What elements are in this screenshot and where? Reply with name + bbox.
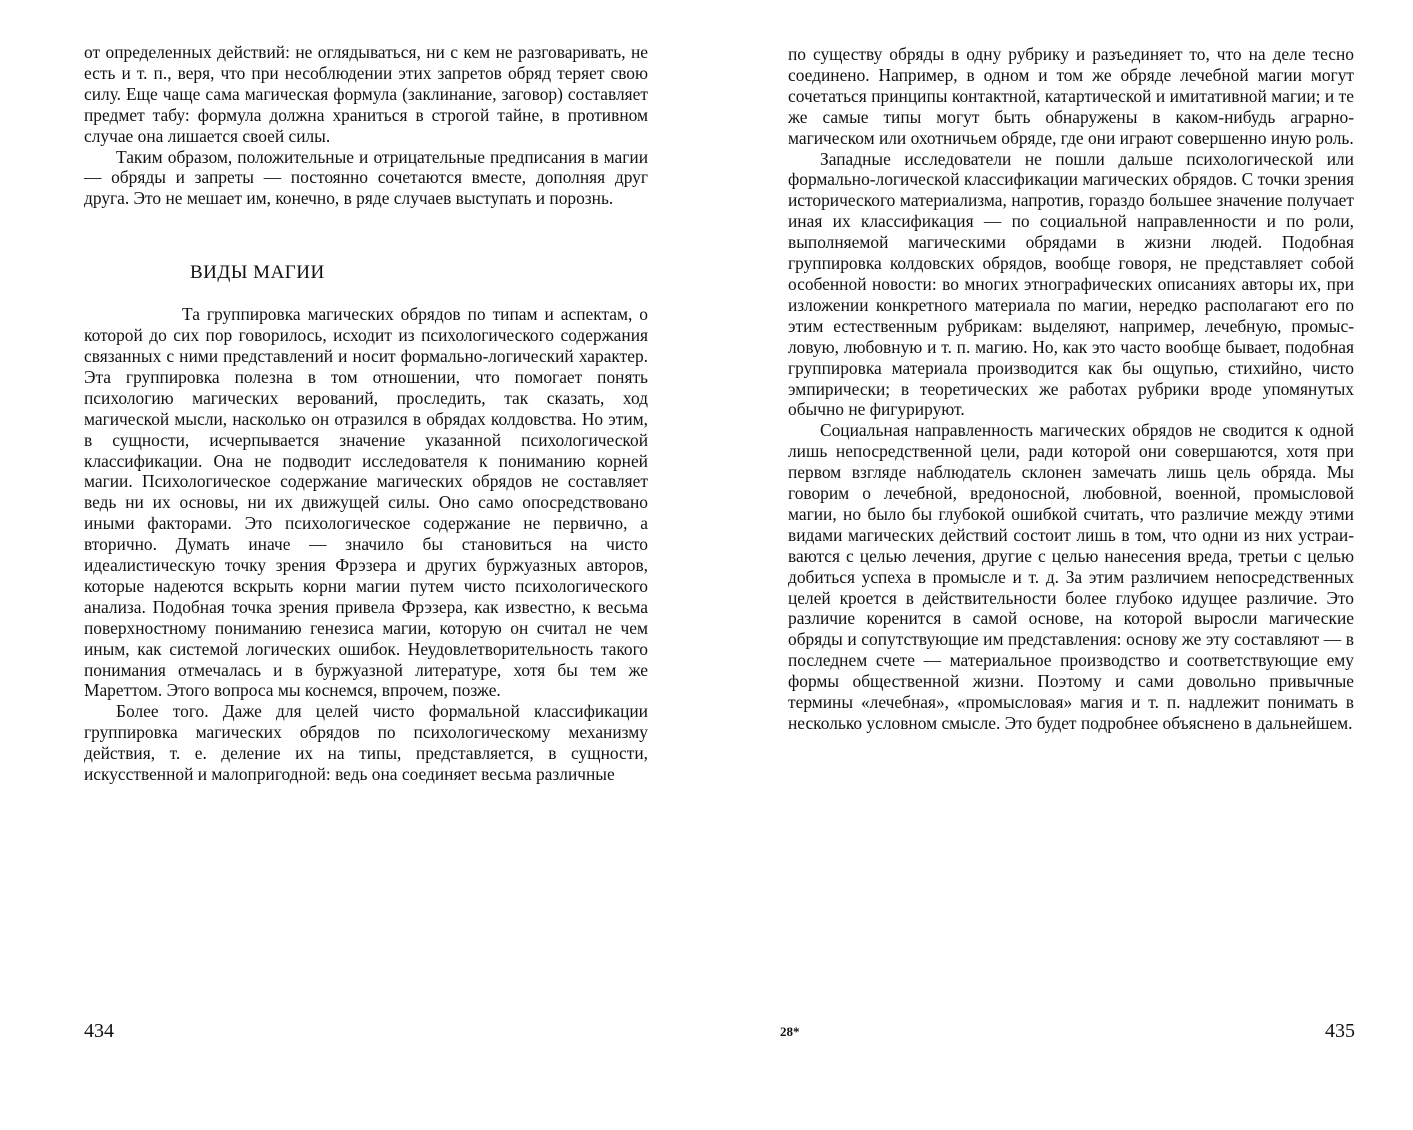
right-page	[706, 0, 1413, 1130]
paragraph: по существу обряды в одну рубрику и разъединяет то, что на деле тесно соединено. Например, в одном и том же обряде лечебной магии могут сочетаться принципы контактной, катартической и имитативной магии; и те же самые типы могут быть обнаружены в каком-нибудь аграрно-магическом или охотничьем обряде, где они играют совершенно иную роль.	[788, 44, 1354, 148]
section-heading: ВИДЫ МАГИИ	[190, 262, 325, 284]
left-page-text	[84, 42, 648, 785]
paragraph: Западные исследователи не пошли дальше психологической или формально-логической классификации магических обрядов. С точки зрения исторического материализма, напротив, гораздо большее значение получает иная их классификация — по социальной направленности и по роли, выполняемой магическими обрядами в жизни людей. Подобная группировка колдовских обрядов, вообще говоря, не представляет собой особенной новости: во многих этнографических описаниях авторы их, при изложении конкретного материала по магии, нередко располагают его по этим естественным рубрикам: выделяют, например, лечебную, промысловую, любовную и т. п. магию. Но, как это часто вообще бывает, подобная группировка материала производится как бы ощупью, стихийно, чисто эмпирически; в теоретических же работах рубрики вроде упомянутых обычно не фигурируют.	[788, 148, 1354, 420]
left-page	[0, 0, 706, 1130]
paragraph: Более того. Даже для целей чисто формальной классификации группировка магических обрядов по психологическому механизму действия, т. е. деление их на типы, представляется, в сущности, искусственной и малопригодной: ведь она соединяет весьма различные	[84, 701, 648, 785]
paragraph: Та группировка магических обрядов по типам и аспектам, о которой до сих пор говорилось, исходит из психологического содержания связанных с ними представлений и носит формально-логический характер. Эта группировка полезна в том отношении, что помогает понять психологию магических верований, проследить, так сказать, ход магической мысли, насколько он отразился в обрядах колдовства. Но этим, в сущности, исчерпывается значение указанной психологической классификации. Она не подводит исследователя к пониманию корней магии. Психологическое содержание магических обрядов не составляет ведь ни их основы, ни их движущей силы. Оно само опосредствовано иными факторами. Это психологическое содержание не первично, а вторично. Думать иначе — значило бы становиться на чисто идеалистическую точку зрения Фрэзера и других буржуазных авторов, которые надеются вскрыть корни магии путем чисто психологического анализа. Подобная точка зрения привела Фрэзера, как известно, к весьма поверхностному пониманию генезиса магии, которую он считал не чем иным, как системой логических ошибок. Неудовлетворительность такого понимания отмечалась и в буржуазной литературе, хотя бы тем же Мареттом. Этого вопроса мы коснемся, впрочем, позже.	[84, 304, 648, 701]
right-page-text	[788, 44, 1354, 734]
page-number-left: 434	[84, 1020, 114, 1042]
paragraph: Таким образом, положительные и отрицательные предписания в магии — обряды и запреты — постоянно сочетаются вместе, дополняя друг друга. Это не мешает им, конечно, в ряде случаев выступать и порознь.	[84, 146, 648, 209]
page-number-right: 435	[1325, 1020, 1355, 1042]
printer-signature-mark: 28*	[780, 1024, 800, 1039]
paragraph: от определенных действий: не оглядываться, ни с кем не разговаривать, не есть и т. п., веря, что при несоблюдении этих запретов обряд теряет свою силу. Еще чаще сама магическая формула (заклинание, заговор) составляет предмет табу: формула должна храниться в строгой тайне, в противном случае она лишается своей силы.	[84, 42, 648, 146]
paragraph: Социальная направленность магических обрядов не сводится к одной лишь непосредственной цели, ради которой они совершаются, хотя при первом взгляде наблюдатель склонен замечать лишь цель обряда. Мы говорим о лечебной, вредоносной, любовной, военной, промысловой магии, но было бы глубокой ошибкой считать, что различие между этими видами магических действий состоит лишь в том, что одни из них устраиваются с целью лечения, другие с целью нанесения вреда, третьи с целью добиться успеха в промысле и т. д. За этим различием непосредственных целей кроется в действительности более глубоко идущее различие. Это различие коренится в самой основе, на которой выросли магические обряды и сопутствующие им представления: основу же эту составляют — в последнем счете — материальное производство и соответствующие ему формы общественной жизни. Поэтому и сами довольно привычные термины «лечебная», «промысловая» магия и т. п. надлежит понимать в несколько условном смысле. Это будет подробнее объяснено в дальнейшем.	[788, 420, 1354, 733]
